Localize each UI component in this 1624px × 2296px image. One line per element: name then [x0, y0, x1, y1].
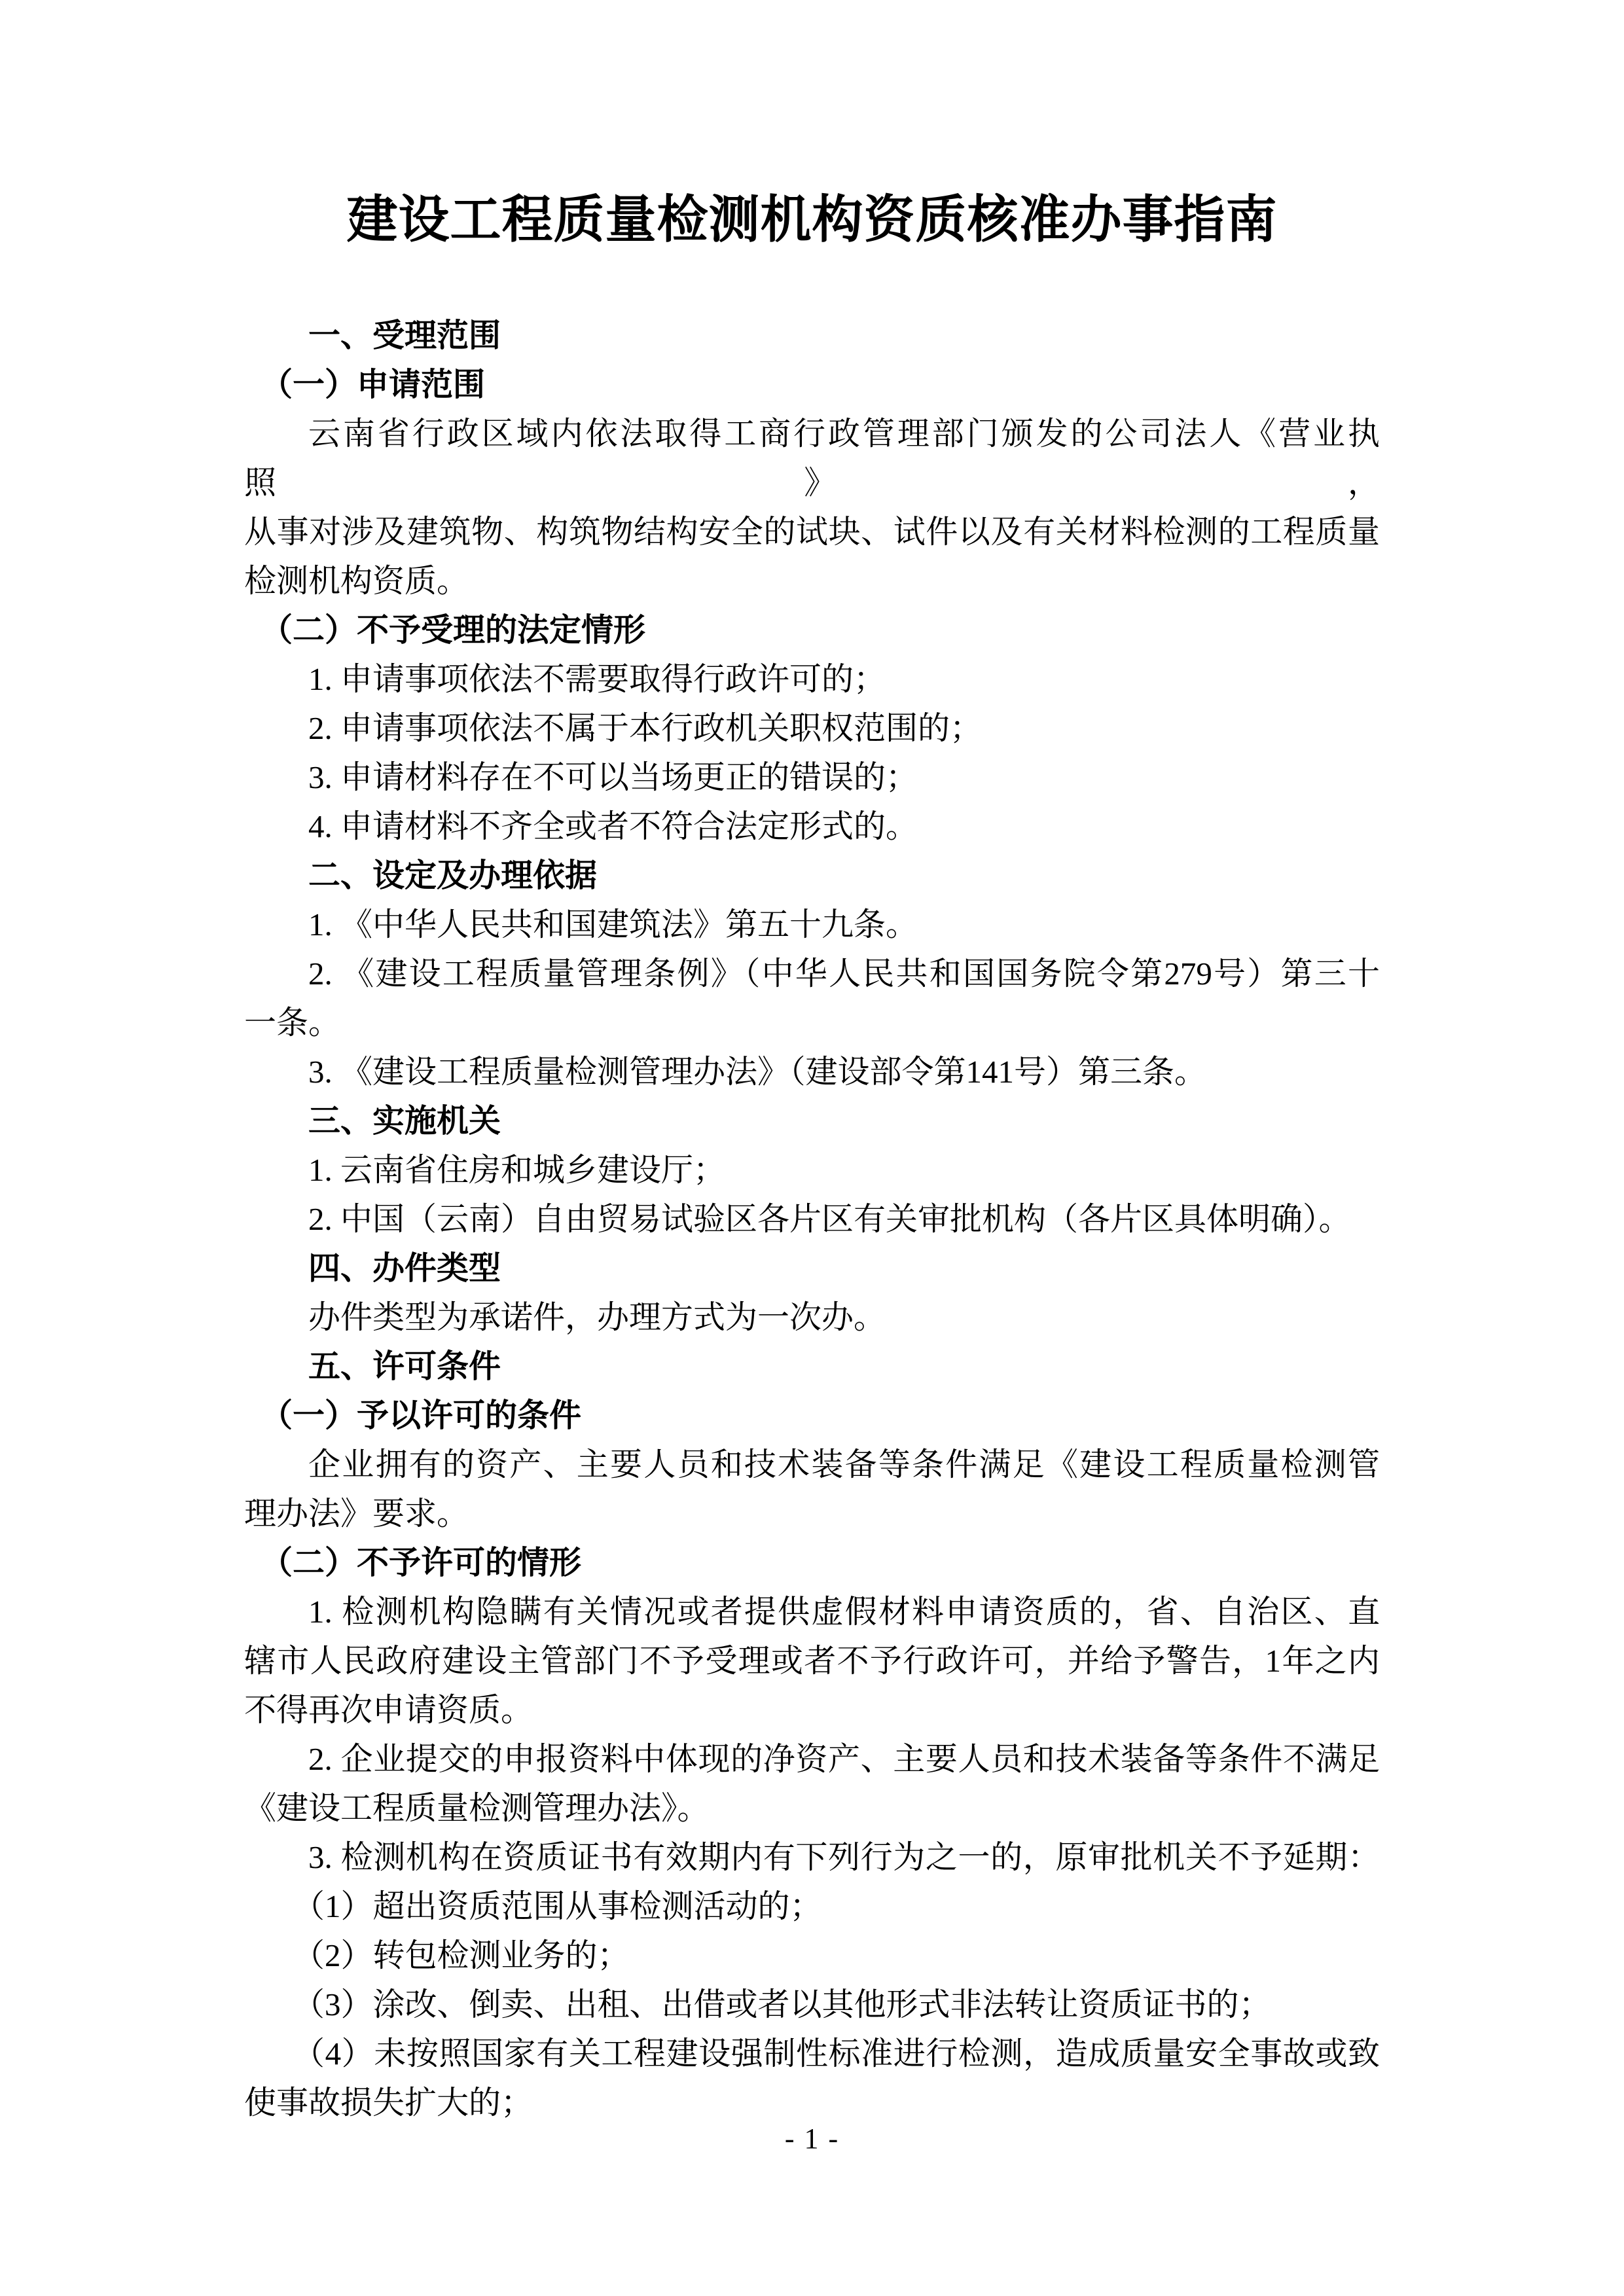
text-line: 五、许可条件	[308, 1348, 501, 1384]
page-footer	[0, 2122, 1624, 2157]
text-line: 理办法》要求。	[244, 1496, 469, 1532]
text-line: 企业拥有的资产、主要人员和技术装备等条件满足《建设工程质量检测管	[308, 1446, 1380, 1482]
text-line: 使事故损失扩大的；	[244, 2085, 533, 2121]
text-line: 三、实施机关	[308, 1103, 501, 1139]
text-line: 3. 申请材料存在不可以当场更正的错误的；	[308, 759, 918, 795]
text-line: 一条。	[244, 1005, 341, 1041]
text-line: 从事对涉及建筑物、构筑物结构安全的试块、试件以及有关材料检测的工程质量	[244, 514, 1380, 550]
text-line: 一、受理范围	[308, 317, 501, 353]
text-line: （二）不予许可的情形	[261, 1545, 582, 1581]
text-line: 1. 检测机构隐瞒有关情况或者提供虚假材料申请资质的，省、自治区、直	[308, 1594, 1380, 1630]
text-line: 2. 企业提交的申报资料中体现的净资产、主要人员和技术装备等条件不满足	[308, 1741, 1380, 1777]
document-body	[244, 311, 1380, 2127]
text-line: 2. 中国（云南）自由贸易试验区各片区有关审批机构（各片区具体明确）。	[308, 1201, 1351, 1237]
text-line: （一）申请范围	[261, 367, 486, 403]
text-line: （2）转包检测业务的；	[293, 1937, 630, 1973]
text-line: （4）未按照国家有关工程建设强制性标准进行检测，造成质量安全事故或致	[293, 2036, 1380, 2072]
text-line: 2. 《建设工程质量管理条例》（中华人民共和国国务院令第279号）第三十	[308, 956, 1380, 992]
page-number: - 1 -	[784, 2123, 840, 2155]
text-line: 检测机构资质。	[244, 563, 469, 599]
text-line: 1. 申请事项依法不需要取得行政许可的；	[308, 661, 886, 697]
text-line: 1. 《中华人民共和国建筑法》第五十九条。	[308, 906, 918, 942]
text-line: 二、设定及办理依据	[308, 857, 598, 893]
text-line: 云南省行政区域内依法取得工商行政管理部门颁发的公司法人《营业执照》，	[244, 416, 1380, 501]
text-line: 3. 检测机构在资质证书有效期内有下列行为之一的，原审批机关不予延期：	[308, 1839, 1380, 1875]
text-line: （二）不予受理的法定情形	[261, 612, 646, 648]
text-line: （一）予以许可的条件	[261, 1397, 582, 1433]
text-line: 四、办件类型	[308, 1250, 501, 1286]
text-line: （1）超出资质范围从事检测活动的；	[293, 1888, 822, 1924]
text-line: 辖市人民政府建设主管部门不予受理或者不予行政许可，并给予警告，1年之内	[244, 1643, 1380, 1679]
text-line: 《建设工程质量检测管理办法》。	[244, 1790, 710, 1826]
text-line: （3）涂改、倒卖、出租、出借或者以其他形式非法转让资质证书的；	[293, 1986, 1271, 2022]
document-title: 建设工程质量检测机构资质核准办事指南	[346, 190, 1278, 248]
text-line: 4. 申请材料不齐全或者不符合法定形式的。	[308, 808, 918, 844]
text-line: 3. 《建设工程质量检测管理办法》（建设部令第141号）第三条。	[308, 1054, 1207, 1090]
text-line: 2. 申请事项依法不属于本行政机关职权范围的；	[308, 710, 983, 746]
text-line: 办件类型为承诺件，办理方式为一次办。	[308, 1299, 886, 1335]
text-line: 不得再次申请资质。	[244, 1692, 533, 1728]
text-line: 1. 云南省住房和城乡建设厅；	[308, 1152, 726, 1188]
